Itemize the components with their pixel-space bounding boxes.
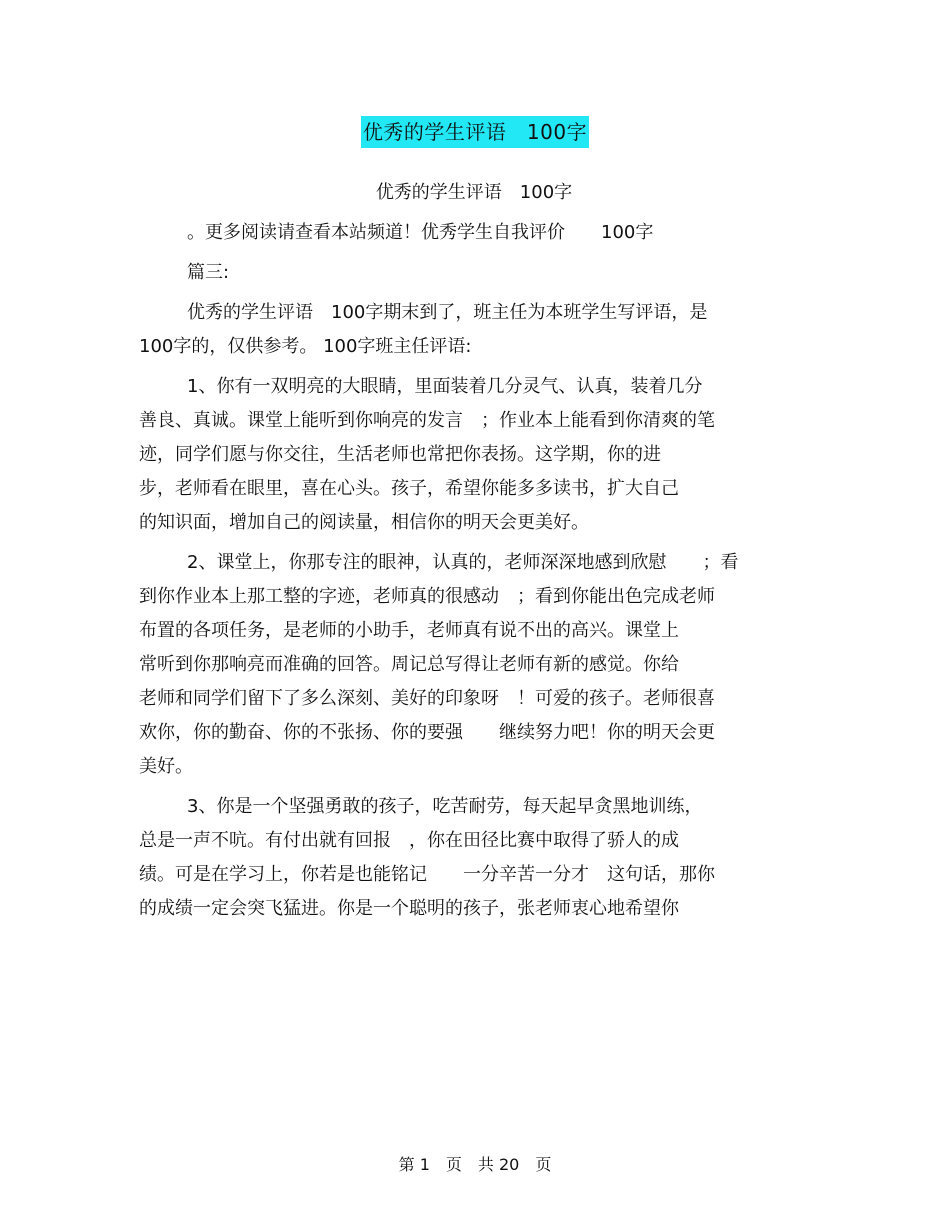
- text-line: 常听到你那响亮而准确的回答。周记总写得让老师有新的感觉。你给: [139, 654, 679, 675]
- subtitle: 优秀的学生评语 100字: [375, 182, 573, 203]
- text-line: 1、你有一双明亮的大眼睛，里面装着几分灵气、认真，装着几分: [187, 376, 703, 397]
- intro-paragraph-line-1: 优秀的学生评语 100字期末到了，班主任为本班学生写评语，是: [187, 302, 708, 323]
- text-line: 布置的各项任务，是老师的小助手，老师真有说不出的高兴。课堂上: [139, 620, 679, 641]
- intro-line: 。更多阅读请查看本站频道！优秀学生自我评价 100字: [187, 222, 654, 243]
- section-heading: 篇三:: [187, 262, 230, 283]
- page-footer: 第 1 页 共 20 页: [398, 1155, 552, 1174]
- text-line: 善良、真诚。课堂上能听到你响亮的发言 ；作业本上能看到你清爽的笔: [139, 410, 715, 431]
- intro-paragraph-line-2: 100字的，仅供参考。 100字班主任评语:: [139, 336, 472, 357]
- text-line: 总是一声不吭。有付出就有回报 ，你在田径比赛中取得了骄人的成: [139, 830, 679, 851]
- text-line: 到你作业本上那工整的字迹，老师真的很感动 ；看到你能出色完成老师: [139, 586, 715, 607]
- text-line: 步，老师看在眼里，喜在心头。孩子，希望你能多多读书，扩大自己: [139, 478, 679, 499]
- text-line: 绩。可是在学习上，你若是也能铭记 一分辛苦一分才 这句话，那你: [139, 864, 715, 885]
- text-line: 美好。: [139, 756, 193, 777]
- comment-item-1: [139, 370, 799, 540]
- text-line: 迹，同学们愿与你交往，生活老师也常把你表扬。这学期，你的进: [139, 444, 661, 465]
- comment-item-2: [139, 546, 799, 784]
- text-line: 2、课堂上，你那专注的眼神，认真的，老师深深地感到欣慰 ；看: [187, 552, 739, 573]
- comment-item-3: [139, 790, 799, 926]
- text-line: 3、你是一个坚强勇敢的孩子，吃苦耐劳，每天起早贪黑地训练，: [187, 796, 703, 817]
- document-body: [139, 176, 799, 926]
- text-line: 的知识面，增加自己的阅读量，相信你的明天会更美好。: [139, 512, 589, 533]
- text-line: 欢你，你的勤奋、你的不张扬、你的要强 继续努力吧！你的明天会更: [139, 722, 715, 743]
- text-line: 老师和同学们留下了多么深刻、美好的印象呀 ！可爱的孩子。老师很喜: [139, 688, 715, 709]
- text-line: 的成绩一定会突飞猛进。你是一个聪明的孩子，张老师衷心地希望你: [139, 898, 679, 919]
- document-title: 优秀的学生评语 100字: [361, 116, 589, 148]
- title-row: [0, 116, 950, 148]
